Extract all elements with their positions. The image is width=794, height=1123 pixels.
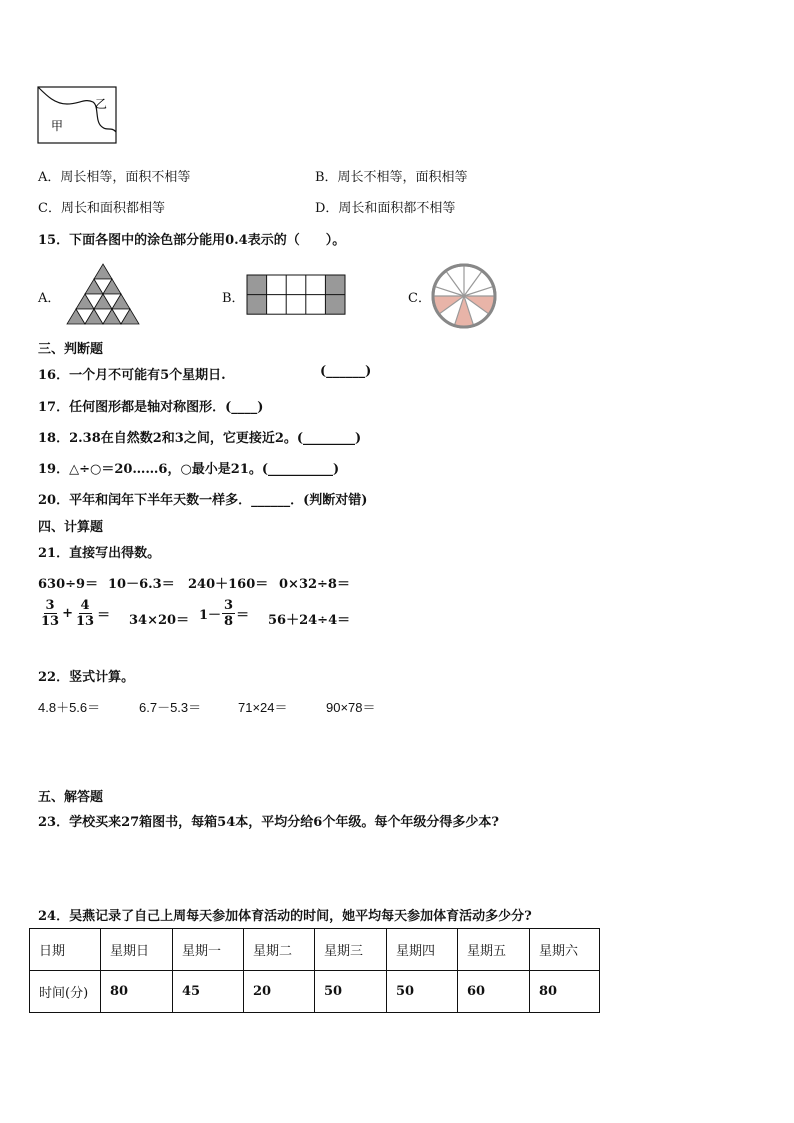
q21-fraction-sum: $\frac{3}{13}$ + $\frac{4}{13}$ ＝ <box>41 598 111 629</box>
q22-expr-2: 6.7－5.3＝ <box>139 700 202 715</box>
table-cell: 星期三 <box>315 929 387 971</box>
q14-option-b: B．周长不相等，面积相等 <box>315 170 468 185</box>
q18: 18．2.38在自然数2和3之间，它更接近2。(________) <box>38 431 362 446</box>
table-cell: 星期六 <box>530 929 600 971</box>
q17: 17．任何图形都是轴对称图形．(____) <box>38 400 264 415</box>
table-cell: 60 <box>458 971 530 1013</box>
table-cell: 星期日 <box>101 929 173 971</box>
q23: 23．学校买来27箱图书，每箱54本，平均分给6个年级。每个年级分得多少本? <box>38 815 499 830</box>
fraction: $\frac{3}{8}$ <box>224 598 234 629</box>
q20: 20．平年和闰年下半年天数一样多．______．(判断对错) <box>38 493 368 508</box>
table-row <box>30 929 600 971</box>
table-cell: 日期 <box>30 929 101 971</box>
q22-expr-3: 71×24＝ <box>238 700 288 715</box>
q19: 19．△÷○＝20……6，○最小是21。(__________) <box>38 462 340 477</box>
fraction: $\frac{4}{13}$ <box>76 598 95 629</box>
table-row <box>30 971 600 1013</box>
table-cell: 时间(分) <box>30 971 101 1013</box>
q21-expr-3: 240＋160＝ <box>188 577 269 592</box>
q21-expr-4: 0×32÷8＝ <box>279 577 350 592</box>
q15-stem: 15．下面各图中的涂色部分能用0.4表示的（ ）。 <box>38 233 346 248</box>
q15-triangle-figure <box>64 262 142 332</box>
section-5-title: 五、解答题 <box>38 790 104 805</box>
q22-stem: 22．竖式计算。 <box>38 670 135 685</box>
q14-option-d: D．周长和面积都不相等 <box>315 201 456 216</box>
table-cell: 星期五 <box>458 929 530 971</box>
table-cell: 80 <box>530 971 600 1013</box>
table-cell: 星期一 <box>173 929 244 971</box>
table-cell: 星期四 <box>387 929 458 971</box>
q21-expr-6: 34×20＝ <box>129 613 190 628</box>
q22-expr-4: 90×78＝ <box>326 700 376 715</box>
q14-figure <box>37 86 119 150</box>
q21-expr-2: 10－6.3＝ <box>108 577 175 592</box>
q15-grid-figure <box>246 274 346 320</box>
q21-stem: 21．直接写出得数。 <box>38 546 161 561</box>
table-cell: 45 <box>173 971 244 1013</box>
q14-option-c: C．周长和面积都相等 <box>38 201 165 216</box>
figure-label-right: 乙 <box>95 97 108 111</box>
q16: 16．一个月不可能有5个星期日. <box>38 368 226 383</box>
figure-label-left: 甲 <box>51 119 64 133</box>
q22-expr-1: 4.8＋5.6＝ <box>38 700 101 715</box>
q15-label-c: C． <box>408 291 431 306</box>
q21-expr-8: 56＋24÷4＝ <box>268 613 351 628</box>
q15-circle-figure <box>430 262 498 334</box>
table-cell: 星期二 <box>244 929 315 971</box>
table-cell: 20 <box>244 971 315 1013</box>
section-4-title: 四、计算题 <box>38 520 104 535</box>
fraction: $\frac{3}{13}$ <box>41 598 60 629</box>
q24-stem: 24．吴燕记录了自己上周每天参加体育活动的时间，她平均每天参加体育活动多少分? <box>38 909 532 924</box>
q15-label-a: A． <box>38 291 61 306</box>
q21-fraction-diff: 1－ $\frac{3}{8}$ ＝ <box>199 598 250 629</box>
table-cell: 50 <box>315 971 387 1013</box>
table-cell: 80 <box>101 971 173 1013</box>
q21-expr-1: 630÷9＝ <box>38 577 99 592</box>
q15-label-b: B． <box>222 291 245 306</box>
table-cell: 50 <box>387 971 458 1013</box>
q16-blank: (______) <box>320 364 372 379</box>
activity-table <box>29 928 600 1013</box>
q14-option-a: A．周长相等，面积不相等 <box>38 170 191 185</box>
section-3-title: 三、判断题 <box>38 342 104 357</box>
